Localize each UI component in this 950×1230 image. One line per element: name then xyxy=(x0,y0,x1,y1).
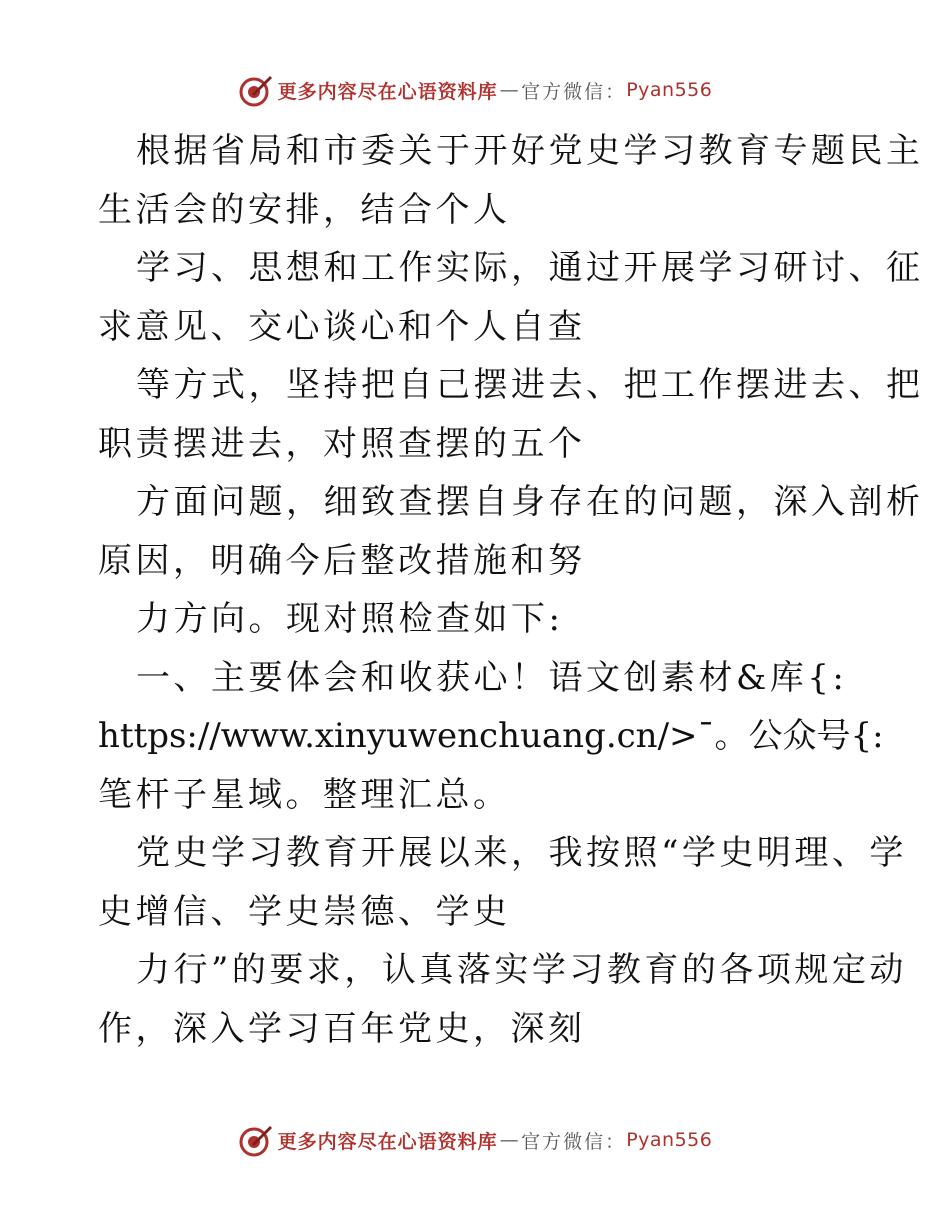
banner-brand: 更多内容尽在心语资料库 xyxy=(277,1130,498,1153)
body-line: 原因，明确今后整改措施和努 xyxy=(98,540,586,581)
banner-account: Pyan556 xyxy=(626,1129,713,1151)
header-watermark-banner xyxy=(0,70,950,110)
body-line: 生活会的安排，结合个人 xyxy=(98,189,511,230)
body-line: 一、主要体会和收获心！语文创素材&库{: xyxy=(136,657,848,698)
body-line: 力行”的要求，认真落实学习教育的各项规定动 xyxy=(136,950,907,990)
body-line: 党史学习教育开展以来，我按照“学史明理、学 xyxy=(136,833,907,873)
document-body xyxy=(98,122,924,1058)
banner-label: 官方微信： xyxy=(521,80,627,103)
body-line: 笔杆子星域。整理汇总。 xyxy=(98,774,511,815)
body-line: 学习、思想和工作实际，通过开展学习研讨、征 xyxy=(136,248,924,288)
body-line: 根据省局和市委关于开好党史学习教育专题民主 xyxy=(136,131,924,171)
footer-watermark-banner xyxy=(0,1120,950,1160)
quill-logo-icon xyxy=(238,1122,274,1158)
banner-separator: — xyxy=(499,1129,520,1151)
body-line: 史增信、学史崇德、学史 xyxy=(98,891,511,932)
body-line: 求意见、交心谈心和个人自查 xyxy=(98,306,586,347)
banner-label: 官方微信： xyxy=(521,1130,627,1153)
banner-brand: 更多内容尽在心语资料库 xyxy=(277,80,498,103)
quill-logo-icon xyxy=(238,72,274,108)
body-line: 力方向。现对照检查如下: xyxy=(136,599,564,639)
banner-separator: — xyxy=(499,79,520,101)
banner-account: Pyan556 xyxy=(626,79,713,101)
body-line-url: https://www.xinyuwenchuang.cn/>¯。公众号{: xyxy=(98,716,884,756)
body-line: 职责摆进去，对照查摆的五个 xyxy=(98,423,586,464)
body-line: 方面问题，细致查摆自身存在的问题，深入剖析 xyxy=(136,482,924,522)
body-line: 作，深入学习百年党史，深刻 xyxy=(98,1008,586,1049)
body-line: 等方式，坚持把自己摆进去、把工作摆进去、把 xyxy=(136,365,924,405)
